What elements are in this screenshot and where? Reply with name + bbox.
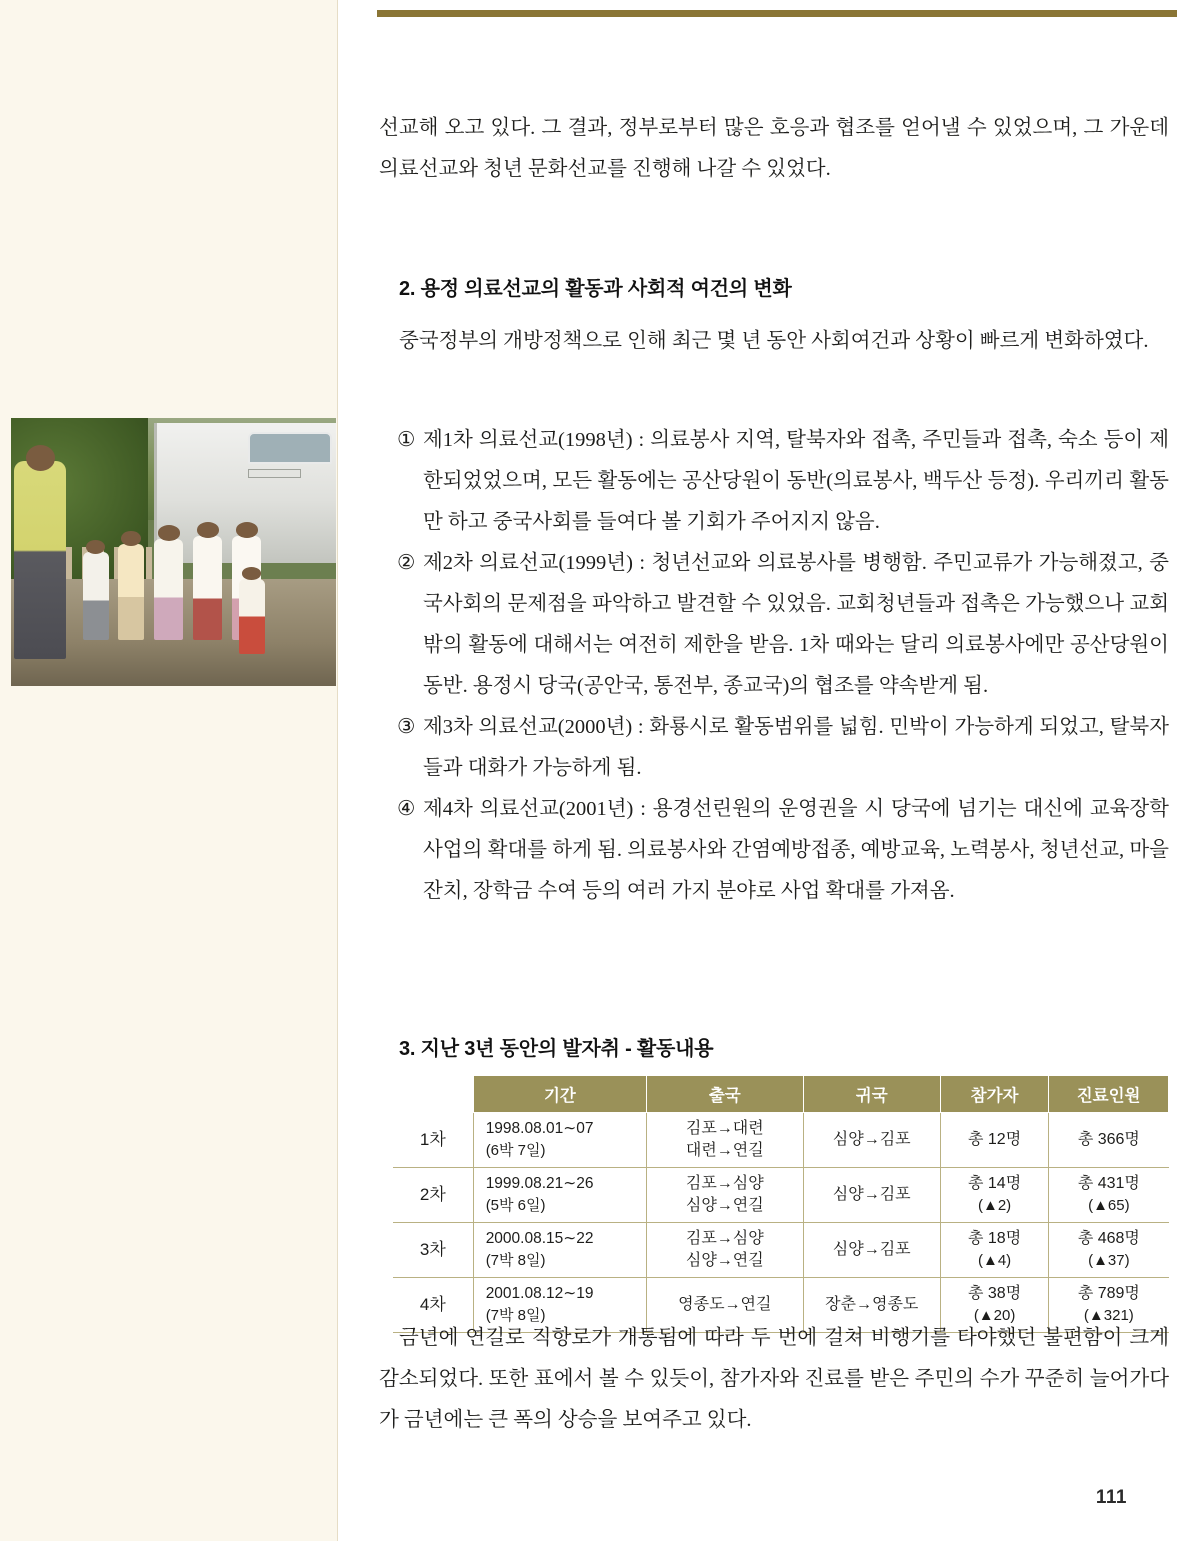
row-patients-main: 총 789명 <box>1077 1285 1140 1302</box>
row-depart <box>647 1113 803 1168</box>
row-return: 심양→김포 <box>803 1113 940 1168</box>
table-row <box>393 1223 1169 1278</box>
row-depart-line2: 심양→연길 <box>685 1197 764 1214</box>
photo-child-1-head <box>86 540 106 554</box>
closing-block <box>379 1318 1169 1441</box>
table-row <box>393 1113 1169 1168</box>
photo-child-2 <box>118 544 144 640</box>
row-label: 3차 <box>393 1223 473 1278</box>
section-2-heading: 2. 용정 의료선교의 활동과 사회적 여건의 변화 <box>399 278 792 300</box>
mission-photo <box>11 418 336 686</box>
row-depart-line1: 김포→심양 <box>685 1230 764 1247</box>
row-period-sub: (5박 6일) <box>485 1197 546 1214</box>
intro-block <box>379 108 1169 190</box>
photo-adult-figure <box>14 461 66 659</box>
row-participants <box>940 1168 1048 1223</box>
section-2-list <box>379 420 1169 912</box>
table-header-participants: 참가자 <box>940 1076 1048 1113</box>
section-3-heading: 3. 지난 3년 동안의 발자취 - 활동내용 <box>399 1038 714 1060</box>
row-return: 심양→김포 <box>803 1223 940 1278</box>
row-depart <box>647 1168 803 1223</box>
row-label: 2차 <box>393 1168 473 1223</box>
list-item-marker: ① <box>397 429 416 451</box>
row-patients <box>1049 1113 1169 1168</box>
list-item <box>379 707 1169 789</box>
row-patients-main: 총 366명 <box>1077 1131 1140 1148</box>
row-depart-line2: 심양→연길 <box>685 1252 764 1269</box>
row-return: 장춘→영종도 <box>803 1278 940 1333</box>
intro-paragraph: 선교해 오고 있다. 그 결과, 정부로부터 많은 호응과 협조를 얻어낼 수 있었으며, 그 가운데 의료선교와 청년 문화선교를 진행해 나갈 수 있었다. <box>379 117 1169 180</box>
table-header-corner <box>393 1076 473 1113</box>
photo-child-6-head <box>242 567 262 580</box>
page-number: 111 <box>1095 1487 1127 1508</box>
row-period <box>473 1113 646 1168</box>
row-period <box>473 1168 646 1223</box>
photo-child-4 <box>193 536 222 641</box>
section-3 <box>379 1032 1169 1333</box>
row-period-main: 1999.08.21∼26 <box>485 1175 594 1192</box>
table-row <box>393 1168 1169 1223</box>
photo-child-2-head <box>121 531 141 545</box>
row-patients-main: 총 468명 <box>1077 1230 1140 1247</box>
section-2 <box>379 272 1169 362</box>
list-item <box>379 420 1169 543</box>
row-depart-line2: 대련→연길 <box>685 1142 764 1159</box>
row-participants-sub: (▲2) <box>977 1197 1012 1214</box>
row-period <box>473 1223 646 1278</box>
row-participants-sub: (▲20) <box>973 1307 1016 1324</box>
section-2-lead: 중국정부의 개방정책으로 인해 최근 몇 년 동안 사회여건과 상황이 빠르게 변화하였다. <box>399 330 1149 352</box>
row-participants-main: 총 38명 <box>968 1285 1022 1302</box>
photo-child-5-head <box>236 522 258 538</box>
row-label: 4차 <box>393 1278 473 1333</box>
photo-child-6 <box>239 579 265 654</box>
row-period-main: 2000.08.15∼22 <box>485 1230 594 1247</box>
photo-child-1 <box>83 552 109 640</box>
row-participants <box>940 1113 1048 1168</box>
list-item-text: 제3차 의료선교(2000년) : 화룡시로 활동범위를 넓힘. 민박이 가능하게 되었고, 탈북자들과 대화가 가능하게 됨. <box>423 716 1169 779</box>
list-item-text: 제4차 의료선교(2001년) : 용경선린원의 운영권을 시 당국에 넘기는 대신에 교육장학사업의 확대를 하게 됨. 의료봉사와 간염예방접종, 예방교육, 노력봉사, 청년선교, 마을잔치, 장학금 수여 등의 여러 가지 분야로 사업 확대를 가져옴. <box>423 798 1169 902</box>
list-item-text: 제1차 의료선교(1998년) : 의료봉사 지역, 탈북자와 접촉, 주민들과 접촉, 숙소 등이 제한되었었으며, 모든 활동에는 공산당원이 동반(의료봉사, 백두산 등정). 우리끼리 활동만 하고 중국사회를 들여다 볼 기회가 주어지지 않음. <box>423 429 1169 533</box>
table-header-period: 기간 <box>473 1076 646 1113</box>
list-item-marker: ② <box>397 552 416 574</box>
row-patients-sub: (▲321) <box>1083 1307 1134 1324</box>
photo-child-4-head <box>197 522 219 538</box>
row-period-sub: (6박 7일) <box>485 1142 546 1159</box>
table-header-return: 귀국 <box>803 1076 940 1113</box>
row-patients-main: 총 431명 <box>1077 1175 1140 1192</box>
list-item <box>379 789 1169 912</box>
row-participants-main: 총 18명 <box>968 1230 1022 1247</box>
table-header-row <box>393 1076 1169 1113</box>
row-patients-sub: (▲65) <box>1088 1197 1130 1214</box>
row-period-main: 1998.08.01∼07 <box>485 1120 594 1137</box>
row-label: 1차 <box>393 1113 473 1168</box>
table-header-depart: 출국 <box>647 1076 803 1113</box>
header-rule <box>377 10 1177 17</box>
row-depart-line1: 김포→대련 <box>685 1120 764 1137</box>
activity-table <box>393 1075 1169 1333</box>
list-item-marker: ③ <box>397 716 416 738</box>
row-depart-line1: 영종도→연길 <box>678 1296 772 1313</box>
row-participants-sub: (▲4) <box>977 1252 1012 1269</box>
photo-bus-window <box>248 432 332 464</box>
row-participants-main: 총 12명 <box>968 1131 1022 1148</box>
row-period-sub: (7박 8일) <box>485 1307 546 1324</box>
row-patients <box>1049 1168 1169 1223</box>
page-content <box>377 0 1167 1541</box>
table-header-patients: 진료인원 <box>1049 1076 1169 1113</box>
left-sidebar <box>0 0 338 1541</box>
photo-child-3 <box>154 539 183 641</box>
row-participants-main: 총 14명 <box>968 1175 1022 1192</box>
photo-bus-license-plate <box>248 469 301 478</box>
closing-paragraph: 금년에 연길로 직항로가 개통됨에 따라 두 번에 걸쳐 비행기를 타야했던 불편함이 크게 감소되었다. 또한 표에서 볼 수 있듯이, 참가자와 진료를 받은 주민의 수가 꾸준히 늘어가다가 금년에는 큰 폭의 상승을 보여주고 있다. <box>379 1327 1169 1431</box>
row-period-sub: (7박 8일) <box>485 1252 546 1269</box>
row-return: 심양→김포 <box>803 1168 940 1223</box>
list-item-text: 제2차 의료선교(1999년) : 청년선교와 의료봉사를 병행함. 주민교류가 가능해졌고, 중국사회의 문제점을 파악하고 발견할 수 있었음. 교회청년들과 접촉은 가능했으나 교회 밖의 활동에 대해서는 여전히 제한을 받음. 1차 때와는 달리 의료봉사에만 공산당원이 동반. 용정시 당국(공안국, 통전부, 종교국)의 협조를 약속받게 됨. <box>423 552 1169 697</box>
photo-child-3-head <box>158 525 180 540</box>
row-participants <box>940 1223 1048 1278</box>
row-depart <box>647 1223 803 1278</box>
list-item-marker: ④ <box>397 798 416 820</box>
row-depart-line1: 김포→심양 <box>685 1175 764 1192</box>
list-item <box>379 543 1169 707</box>
photo-adult-head <box>26 445 55 471</box>
row-patients-sub: (▲37) <box>1088 1252 1130 1269</box>
row-period-main: 2001.08.12∼19 <box>485 1285 594 1302</box>
row-patients <box>1049 1223 1169 1278</box>
